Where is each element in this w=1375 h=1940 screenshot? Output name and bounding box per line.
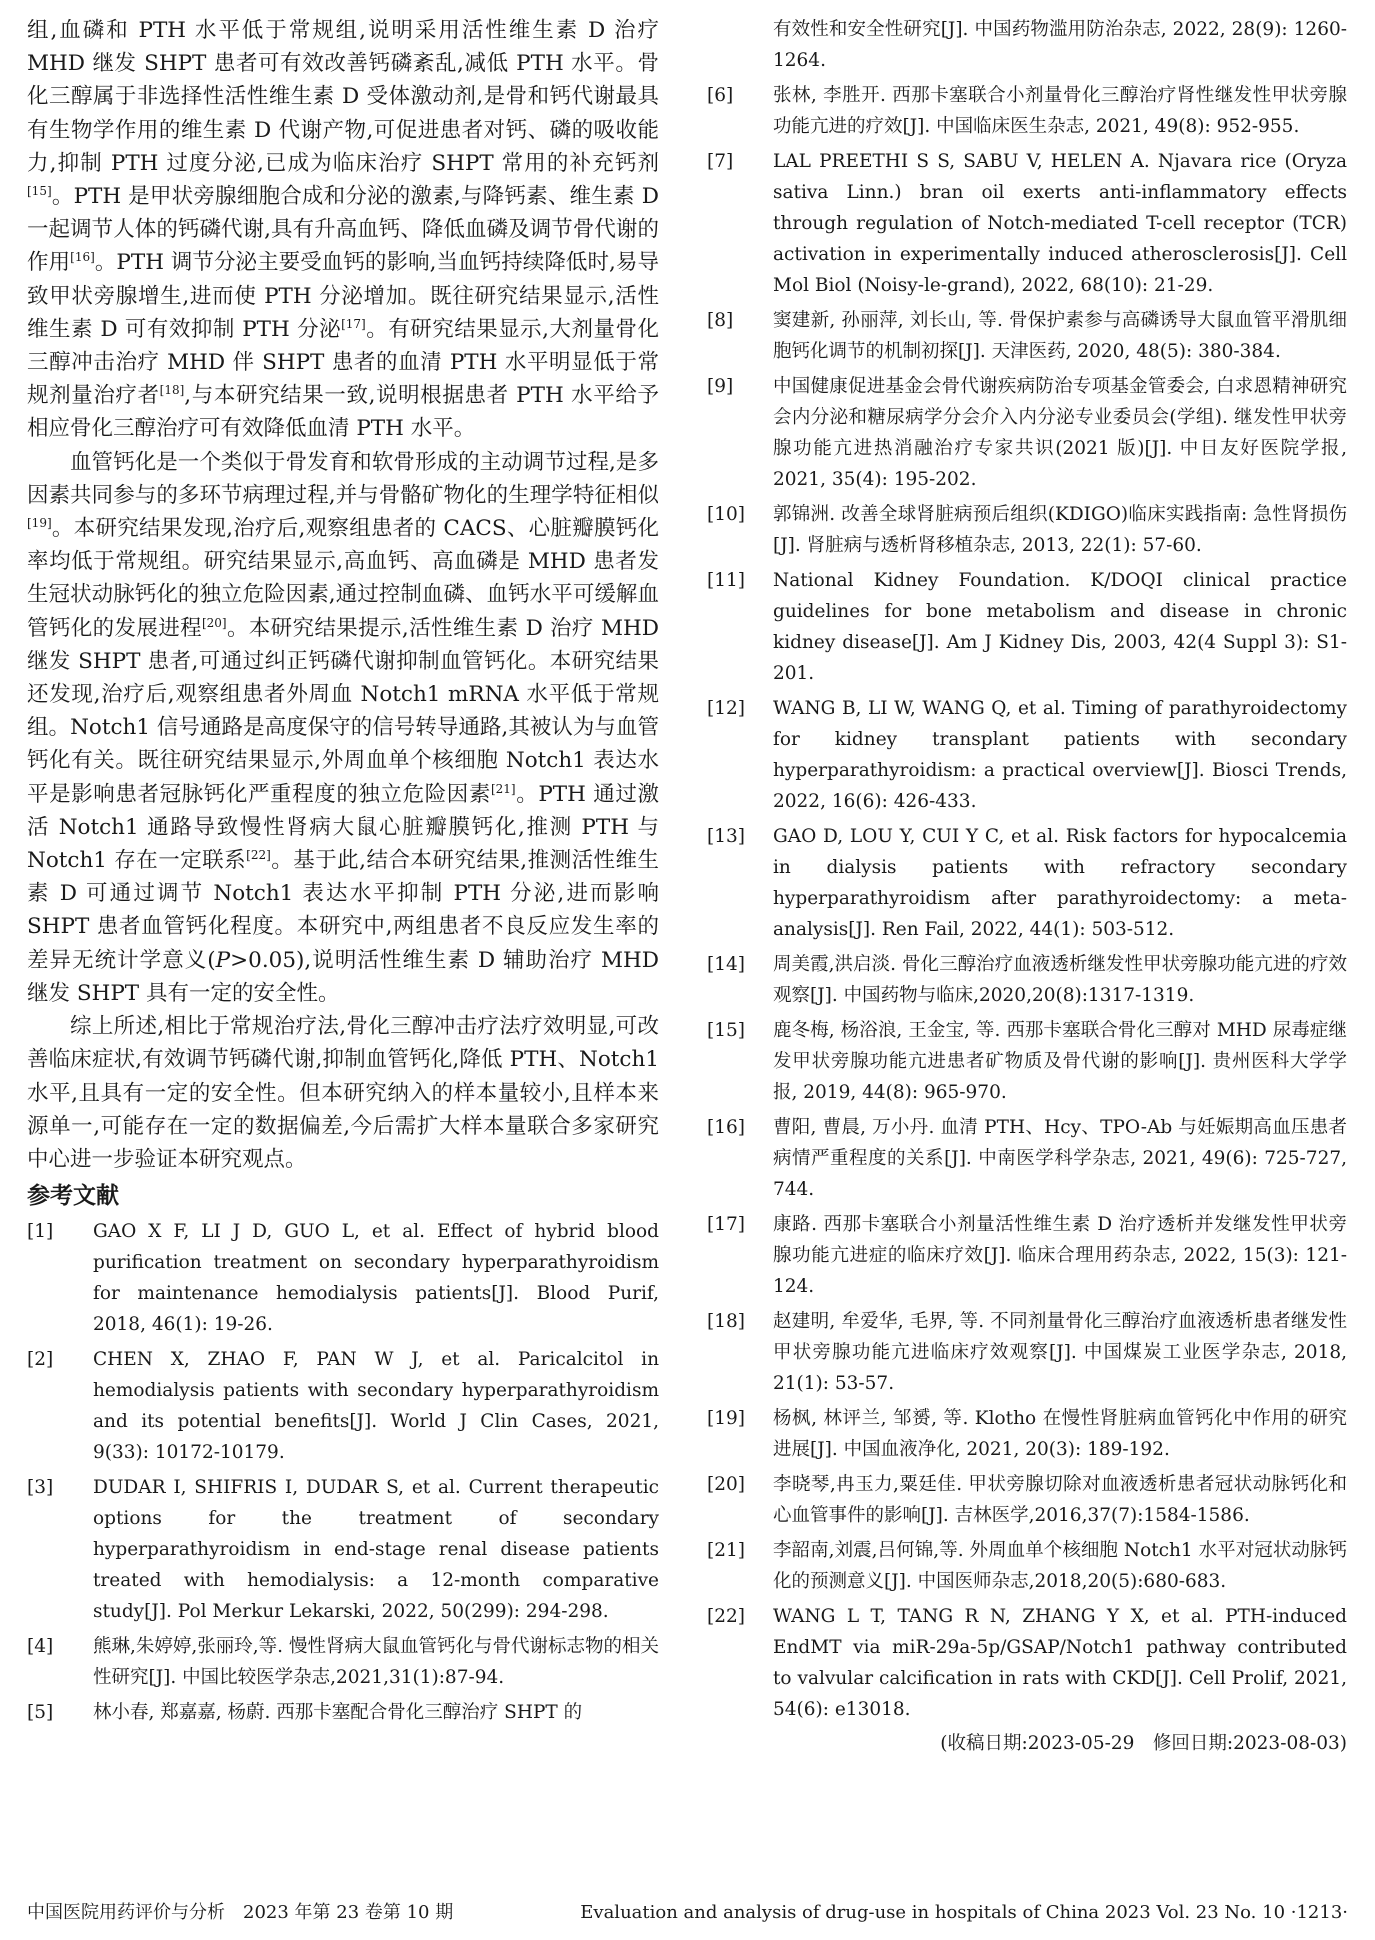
reference-item bbox=[707, 305, 1347, 367]
reference-text: 郭锦洲. 改善全球肾脏病预后组织(KDIGO)临床实践指南: 急性肾损伤[J]. 肾脏病与透析肾移植杂志, 2013, 22(1): 57-60. bbox=[773, 504, 1347, 556]
reference-number: [13] bbox=[707, 826, 745, 847]
reference-text: DUDAR I, SHIFRIS I, DUDAR S, et al. Current therapeutic options for the treatment of secondary hyperparathyroidism in end-stage renal disease patients treated with hemodialysis: a 12-month comparative study[J]. Pol Merkur Lekarski, 2022, 50(299): 294-298. bbox=[93, 1477, 659, 1623]
body-paragraph: 组,血磷和 PTH 水平低于常规组,说明采用活性维生素 D 治疗 MHD 继发 SHPT 患者可有效改善钙磷紊乱,减低 PTH 水平。骨化三醇属于非选择性活性维生素 D 受体激动剂,是骨和钙代谢最具有生物学作用的维生素 D 代谢产物,可促进患者对钙、磷的吸收能力,抑制 PTH 过度分泌,已成为临床治疗 SHPT 常用的补充钙剂[15]。PTH 是甲状旁腺细胞合成和分泌的激素,与降钙素、维生素 D 一起调节人体的钙磷代谢,具有升高血钙、降低血磷及调节骨代谢的作用[16]。PTH 调节分泌主要受血钙的影响,当血钙持续降低时,易导致甲状旁腺增生,进而使 PTH 分泌增加。既往研究结果显示,活性维生素 D 可有效抑制 PTH 分泌[17]。有研究结果显示,大剂量骨化三醇冲击治疗 MHD 伴 SHPT 患者的血清 PTH 水平明显低于常规剂量治疗者[18],与本研究结果一致,说明根据患者 PTH 水平给予相应骨化三醇治疗可有效降低血清 PTH 水平。 bbox=[27, 18, 659, 442]
reference-text: 张林, 李胜开. 西那卡塞联合小剂量骨化三醇治疗肾性继发性甲状旁腺功能亢进的疗效[J]. 中国临床医生杂志, 2021, 49(8): 952-955. bbox=[773, 85, 1347, 137]
left-column bbox=[27, 14, 659, 1732]
reference-number: [5] bbox=[27, 1702, 54, 1724]
reference-number: [21] bbox=[707, 1540, 745, 1561]
reference-number: [1] bbox=[27, 1221, 54, 1243]
reference-item bbox=[707, 499, 1347, 561]
reference-item bbox=[707, 1209, 1347, 1302]
reference-number: [8] bbox=[707, 310, 734, 331]
reference-text: 熊琳,朱婷婷,张丽玲,等. 慢性肾病大鼠血管钙化与骨代谢标志物的相关性研究[J]. 中国比较医学杂志,2021,31(1):87-94. bbox=[93, 1636, 659, 1689]
footer-journal-cn: 中国医院用药评价与分析 2023 年第 23 卷第 10 期 bbox=[27, 1902, 454, 1923]
reference-item bbox=[27, 1216, 659, 1340]
reference-text: WANG L T, TANG R N, ZHANG Y X, et al. PTH-induced EndMT via miR-29a-5p/GSAP/Notch1 pathway contributed to valvular calcification in rats with CKD[J]. Cell Prolif, 2021, 54(6): e13018. bbox=[773, 1606, 1347, 1720]
reference-number: [3] bbox=[27, 1477, 54, 1499]
reference-text: 李晓琴,冉玉力,粟廷佳. 甲状旁腺切除对血液透析患者冠状动脉钙化和心血管事件的影响[J]. 吉林医学,2016,37(7):1584-1586. bbox=[773, 1474, 1347, 1526]
reference-number: [14] bbox=[707, 954, 745, 975]
body-paragraph: 综上所述,相比于常规治疗法,骨化三醇冲击疗法疗效明显,可改善临床症状,有效调节钙磷代谢,抑制血管钙化,降低 PTH、Notch1 水平,且具有一定的安全性。但本研究纳入的样本量较小,且样本来源单一,可能存在一定的数据偏差,今后需扩大样本量联合多家研究中心进一步验证本研究观点。 bbox=[27, 1014, 659, 1172]
reference-text: 有效性和安全性研究[J]. 中国药物滥用防治杂志, 2022, 28(9): 1260-1264. bbox=[773, 19, 1347, 71]
reference-item bbox=[707, 1015, 1347, 1108]
reference-number: [2] bbox=[27, 1349, 54, 1371]
reference-number: [20] bbox=[707, 1474, 745, 1495]
reference-item bbox=[707, 1112, 1347, 1205]
reference-text: WANG B, LI W, WANG Q, et al. Timing of parathyroidectomy for kidney transplant patients with secondary hyperparathyroidism: a practical overview[J]. Biosci Trends, 2022, 16(6): 426-433. bbox=[773, 698, 1347, 812]
reference-text: 赵建明, 牟爱华, 毛界, 等. 不同剂量骨化三醇治疗血液透析患者继发性甲状旁腺功能亢进临床疗效观察[J]. 中国煤炭工业医学杂志, 2018, 21(1): 53-57. bbox=[773, 1311, 1347, 1394]
reference-number: [6] bbox=[707, 85, 734, 106]
reference-text: GAO D, LOU Y, CUI Y C, et al. Risk factors for hypocalcemia in dialysis patients with refractory secondary hyperparathyroidism after parathyroidectomy: a meta-analysis[J]. Ren Fail, 2022, 44(1): 503-512. bbox=[773, 826, 1347, 940]
reference-item bbox=[27, 1697, 659, 1728]
body-paragraph: 血管钙化是一个类似于骨发育和软骨形成的主动调节过程,是多因素共同参与的多环节病理过程,并与骨骼矿物化的生理学特征相似[19]。本研究结果发现,治疗后,观察组患者的 CACS、心脏瓣膜钙化率均低于常规组。研究结果显示,高血钙、高血磷是 MHD 患者发生冠状动脉钙化的独立危险因素,通过控制血磷、血钙水平可缓解血管钙化的发展进程[20]。本研究结果提示,活性维生素 D 治疗 MHD 继发 SHPT 患者,可通过纠正钙磷代谢抑制血管钙化。本研究结果还发现,治疗后,观察组患者外周血 Notch1 mRNA 水平低于常规组。Notch1 信号通路是高度保守的信号转导通路,其被认为与血管钙化有关。既往研究结果显示,外周血单个核细胞 Notch1 表达水平是影响患者冠脉钙化严重程度的独立危险因素[21]。PTH 通过激活 Notch1 通路导致慢性肾病大鼠心脏瓣膜钙化,推测 PTH 与 Notch1 存在一定联系[22]。基于此,结合本研究结果,推测活性维生素 D 可通过调节 Notch1 表达水平抑制 PTH 分泌,进而影响 SHPT 患者血管钙化程度。本研究中,两组患者不良反应发生率的差异无统计学意义(P>0.05),说明活性维生素 D 辅助治疗 MHD 继发 SHPT 具有一定的安全性。 bbox=[27, 449, 660, 1006]
reference-item bbox=[707, 1601, 1347, 1725]
reference-number: [7] bbox=[707, 151, 734, 172]
reference-text: 周美霞,洪启淡. 骨化三醇治疗血液透析继发性甲状旁腺功能亢进的疗效观察[J]. 中国药物与临床,2020,20(8):1317-1319. bbox=[773, 954, 1347, 1006]
reference-item bbox=[707, 1306, 1347, 1399]
reference-item bbox=[707, 949, 1347, 1011]
reference-item bbox=[27, 1344, 659, 1468]
reference-text: 康路. 西那卡塞联合小剂量活性维生素 D 治疗透析并发继发性甲状旁腺功能亢进症的临床疗效[J]. 临床合理用药杂志, 2022, 15(3): 121-124. bbox=[773, 1214, 1347, 1297]
reference-item bbox=[707, 565, 1347, 689]
reference-text: 中国健康促进基金会骨代谢疾病防治专项基金管委会, 白求恩精神研究会内分泌和糖尿病学分会介入内分泌专业委员会(学组). 继发性甲状旁腺功能亢进热消融治疗专家共识(2021 版)[J]. 中日友好医院学报, 2021, 35(4): 195-202. bbox=[773, 376, 1347, 490]
reference-item bbox=[707, 371, 1347, 495]
reference-number: [22] bbox=[707, 1606, 745, 1627]
reference-item bbox=[707, 1403, 1347, 1465]
page-footer bbox=[27, 1898, 1348, 1928]
reference-item bbox=[707, 1469, 1347, 1531]
reference-number: [18] bbox=[707, 1311, 745, 1332]
reference-item bbox=[707, 80, 1347, 142]
reference-number: [4] bbox=[27, 1636, 54, 1658]
references-list-left bbox=[27, 1216, 659, 1728]
footer-journal-en: Evaluation and analysis of drug-use in hospitals of China 2023 Vol. 23 No. 10 ·1213· bbox=[580, 1902, 1348, 1923]
reference-text: 林小春, 郑嘉嘉, 杨蔚. 西那卡塞配合骨化三醇治疗 SHPT 的 bbox=[93, 1702, 583, 1724]
received-revised-dates: (收稿日期:2023-05-29 修回日期:2023-08-03) bbox=[940, 1733, 1347, 1754]
reference-item bbox=[707, 693, 1347, 817]
references-list-right bbox=[707, 14, 1347, 1725]
reference-item bbox=[27, 1472, 659, 1627]
reference-item bbox=[707, 821, 1347, 945]
reference-number: [16] bbox=[707, 1117, 745, 1138]
reference-text: GAO X F, LI J D, GUO L, et al. Effect of hybrid blood purification treatment on secondary hyperparathyroidism for maintenance hemodialysis patients[J]. Blood Purif, 2018, 46(1): 19-26. bbox=[93, 1221, 659, 1336]
reference-number: [19] bbox=[707, 1408, 745, 1429]
reference-item bbox=[707, 146, 1347, 301]
reference-text: LAL PREETHI S S, SABU V, HELEN A. Njavara rice (Oryza sativa Linn.) bran oil exerts anti-inflammatory effects through regulation of Notch-mediated T-cell receptor (TCR) activation in experimentally induced atherosclerosis[J]. Cell Mol Biol (Noisy-le-grand), 2022, 68(10): 21-29. bbox=[773, 151, 1347, 296]
reference-text: 曹阳, 曹晨, 万小丹. 血清 PTH、Hcy、TPO-Ab 与妊娠期高血压患者病情严重程度的关系[J]. 中南医学科学杂志, 2021, 49(6): 725-727, 744. bbox=[773, 1117, 1347, 1200]
reference-text: 杨枫, 林评兰, 邹赟, 等. Klotho 在慢性肾脏病血管钙化中作用的研究进展[J]. 中国血液净化, 2021, 20(3): 189-192. bbox=[773, 1408, 1347, 1460]
reference-text: National Kidney Foundation. K/DOQI clinical practice guidelines for bone metabolism and disease in chronic kidney disease[J]. Am J Kidney Dis, 2003, 42(4 Suppl 3): S1-201. bbox=[773, 570, 1347, 684]
reference-number: [12] bbox=[707, 698, 745, 719]
reference-number: [15] bbox=[707, 1020, 745, 1041]
reference-number: [9] bbox=[707, 376, 734, 397]
reference-item bbox=[27, 1631, 659, 1693]
reference-text: 李韶南,刘震,吕何锦,等. 外周血单个核细胞 Notch1 水平对冠状动脉钙化的预测意义[J]. 中国医师杂志,2018,20(5):680-683. bbox=[773, 1540, 1347, 1592]
reference-text: 鹿冬梅, 杨浴浪, 王金宝, 等. 西那卡塞联合骨化三醇对 MHD 尿毒症继发甲状旁腺功能亢进患者矿物质及骨代谢的影响[J]. 贵州医科大学学报, 2019, 44(8): 965-970. bbox=[773, 1020, 1347, 1103]
reference-item bbox=[707, 14, 1347, 76]
right-column bbox=[707, 14, 1347, 1759]
reference-text: CHEN X, ZHAO F, PAN W J, et al. Paricalcitol in hemodialysis patients with secondary hyperparathyroidism and its potential benefits[J]. World J Clin Cases, 2021, 9(33): 10172-10179. bbox=[93, 1349, 659, 1464]
reference-number: [10] bbox=[707, 504, 745, 525]
references-heading: 参考文献 bbox=[27, 1183, 119, 1210]
reference-number bbox=[707, 14, 773, 76]
reference-text: 窦建新, 孙丽萍, 刘长山, 等. 骨保护素参与高磷诱导大鼠血管平滑肌细胞钙化调节的机制初探[J]. 天津医药, 2020, 48(5): 380-384. bbox=[773, 310, 1347, 362]
reference-number: [17] bbox=[707, 1214, 745, 1235]
reference-number: [11] bbox=[707, 570, 745, 591]
reference-item bbox=[707, 1535, 1347, 1597]
body-text bbox=[27, 14, 659, 1176]
